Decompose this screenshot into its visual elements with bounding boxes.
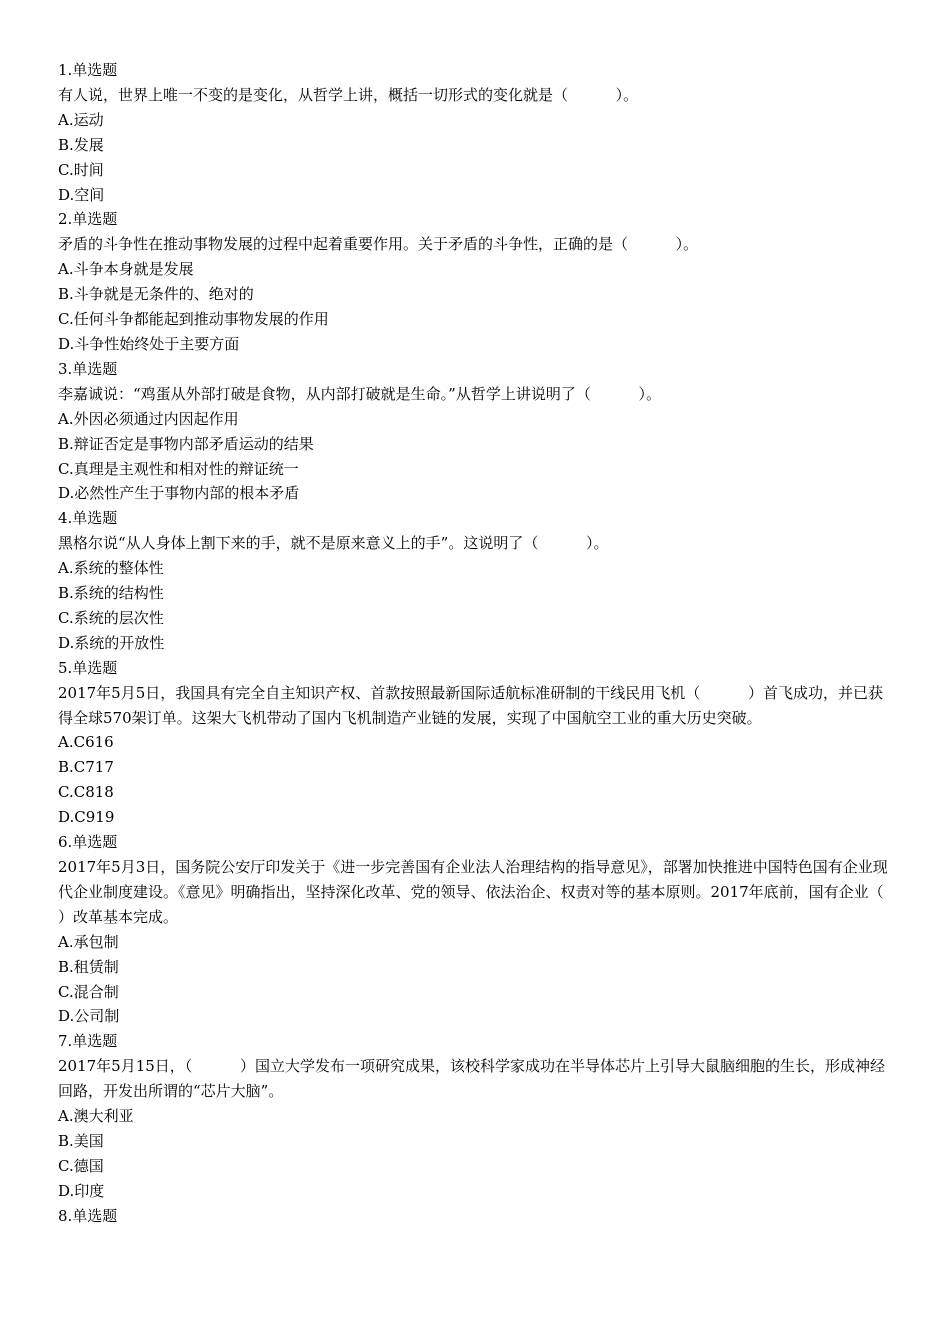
question-stem: 2017年5月5日，我国具有完全自主知识产权、首款按照最新国际适航标准研制的干线民用飞机（ ）首飞成功，并已获得全球570架订单。这架大飞机带动了国内飞机制造产业链的发展，实现了中国航空工业的重大历史突破。 [58,683,883,727]
question-header: 2.单选题 [58,210,118,229]
question-header: 8.单选题 [58,1206,118,1225]
option-a: A.外因必须通过内因起作用 [58,409,239,428]
question-2 [58,207,890,356]
option-d: D.印度 [58,1181,105,1200]
question-3 [58,357,890,506]
question-header: 5.单选题 [58,658,118,677]
question-header: 7.单选题 [58,1032,118,1051]
option-d: D.公司制 [58,1007,120,1026]
option-b: B.系统的结构性 [58,584,164,603]
question-header: 4.单选题 [58,509,118,528]
option-b: B.斗争就是无条件的、绝对的 [58,285,254,304]
question-stem: 李嘉诚说：“鸡蛋从外部打破是食物，从内部打破就是生命。”从哲学上讲说明了（ ）。 [58,384,662,403]
question-header: 6.单选题 [58,833,118,852]
option-b: B.C717 [58,758,114,777]
question-7 [58,1029,890,1203]
question-stem: 2017年5月3日，国务院公安厅印发关于《进一步完善国有企业法人治理结构的指导意见》，部署加快推进中国特色国有企业现代企业制度建设。《意见》明确指出，坚持深化改革、党的领导、依法治企、权责对等的基本原则。2017年底前，国有企业（ ）改革基本完成。 [58,858,932,926]
document-page [58,58,932,1229]
question-1 [58,58,890,207]
option-a: A.运动 [58,110,104,129]
option-d: D.系统的开放性 [58,633,165,652]
option-b: B.辩证否定是事物内部矛盾运动的结果 [58,434,314,453]
question-4 [58,506,890,655]
option-a: A.斗争本身就是发展 [58,260,194,279]
option-a: A.系统的整体性 [58,559,164,578]
option-c: C.任何斗争都能起到推动事物发展的作用 [58,310,329,329]
question-5 [58,656,890,830]
question-stem: 有人说，世界上唯一不变的是变化，从哲学上讲，概括一切形式的变化就是（ ）。 [58,85,639,104]
question-stem: 2017年5月15日，（ ）国立大学发布一项研究成果，该校科学家成功在半导体芯片上引导大鼠脑细胞的生长，形成神经回路，开发出所谓的“芯片大脑”。 [58,1057,885,1101]
option-c: C.真理是主观性和相对性的辩证统一 [58,459,299,478]
option-b: B.发展 [58,135,104,154]
option-c: C.系统的层次性 [58,608,164,627]
question-header: 3.单选题 [58,359,118,378]
question-header: 1.单选题 [58,61,118,79]
option-a: A.澳大利亚 [58,1107,134,1126]
option-b: B.美国 [58,1131,104,1150]
question-8 [58,1204,890,1229]
option-c: C.C818 [58,783,114,802]
option-c: C.时间 [58,160,104,179]
option-d: D.斗争性始终处于主要方面 [58,334,240,353]
option-b: B.租赁制 [58,957,119,976]
option-c: C.混合制 [58,982,119,1001]
option-a: A.承包制 [58,932,119,951]
option-d: D.C919 [58,808,115,827]
option-c: C.德国 [58,1156,104,1175]
question-6 [58,830,932,1029]
question-stem: 黑格尔说“从人身体上割下来的手，就不是原来意义上的手”。这说明了（ ）。 [58,534,609,553]
question-stem: 矛盾的斗争性在推动事物发展的过程中起着重要作用。关于矛盾的斗争性，正确的是（ ）。 [58,235,699,254]
option-d: D.空间 [58,185,105,204]
option-d: D.必然性产生于事物内部的根本矛盾 [58,484,300,503]
option-a: A.C616 [58,733,114,752]
